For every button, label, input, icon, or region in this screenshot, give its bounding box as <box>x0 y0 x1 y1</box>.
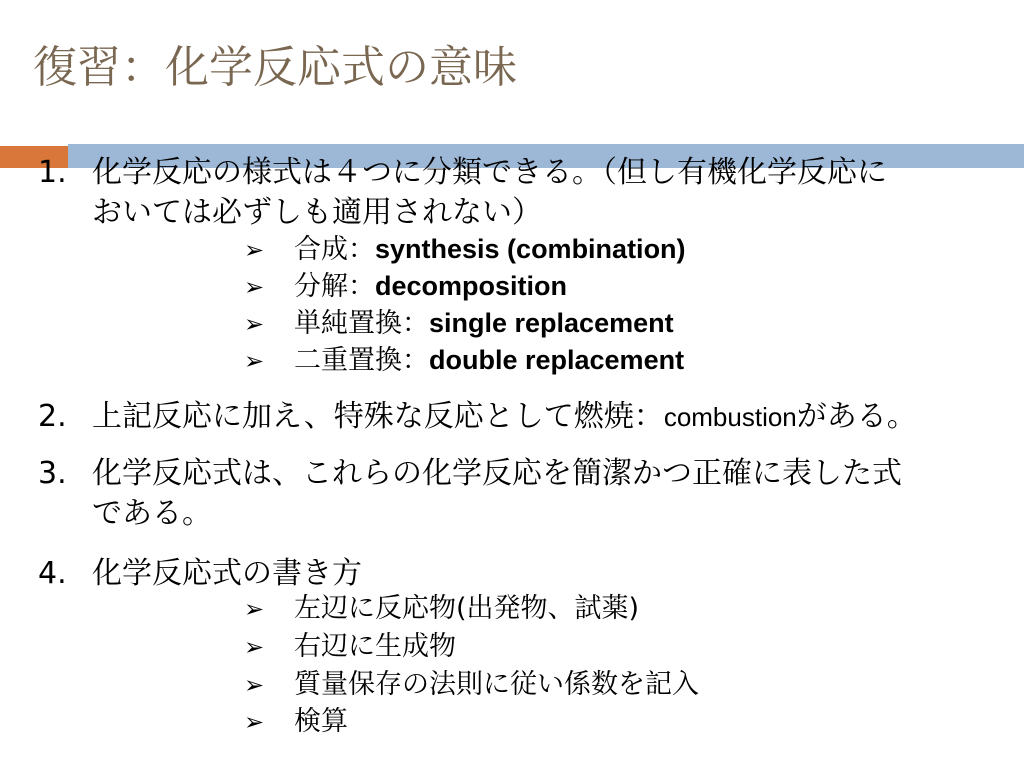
sub-item <box>244 667 699 703</box>
arrow-bullet-icon: ➢ <box>244 310 265 338</box>
sub-item-en: single replacement <box>429 308 674 338</box>
arrow-bullet-icon: ➢ <box>244 347 265 375</box>
item-text-post: がある。 <box>796 399 917 434</box>
arrow-bullet-icon: ➢ <box>244 273 265 301</box>
item-text-line: 化学反応式は、これらの化学反応を簡潔かつ正確に表した式 <box>92 456 902 491</box>
arrow-bullet-icon: ➢ <box>244 633 265 661</box>
sub-item-text: 右辺に生成物 <box>294 631 456 662</box>
item-number: 4. <box>38 556 67 591</box>
sub-item-en: decomposition <box>375 271 568 301</box>
sub-item <box>244 704 348 740</box>
arrow-bullet-icon: ➢ <box>244 236 265 264</box>
sub-item-jp: 二重置換： <box>294 345 429 376</box>
sub-item <box>244 305 674 342</box>
item-text-line: 化学反応の様式は４つに分類できる。（但し有機化学反応に <box>92 155 887 190</box>
sub-item-text: 検算 <box>294 706 348 737</box>
sub-item-text: 左辺に反応物(出発物、試薬) <box>294 593 640 624</box>
sub-item-en: synthesis (combination) <box>375 234 686 264</box>
item-text-line <box>92 397 917 437</box>
slide-title: 復習：化学反応式の意味 <box>33 42 517 93</box>
item-text-en: combustion <box>663 402 797 432</box>
arrow-bullet-icon: ➢ <box>244 708 265 736</box>
sub-item <box>244 268 567 305</box>
sub-item-text: 質量保存の法則に従い係数を記入 <box>294 669 699 700</box>
item-text-line: である。 <box>92 496 212 531</box>
sub-item <box>244 342 684 379</box>
sub-item <box>244 629 456 665</box>
item-text-pre: 上記反応に加え、特殊な反応として燃焼： <box>92 399 664 434</box>
sub-item-jp: 単純置換： <box>294 308 429 339</box>
item-number: 1. <box>38 155 67 190</box>
sub-item <box>244 591 639 627</box>
item-number: 3. <box>38 456 67 491</box>
sub-item <box>244 231 686 268</box>
sub-item-jp: 合成： <box>294 234 375 265</box>
item-text-line: 化学反応式の書き方 <box>92 556 362 591</box>
item-text-line: おいては必ずしも適用されない） <box>92 195 542 230</box>
sub-item-en: double replacement <box>429 345 685 375</box>
arrow-bullet-icon: ➢ <box>244 671 265 699</box>
item-number: 2. <box>38 399 67 434</box>
arrow-bullet-icon: ➢ <box>244 595 265 623</box>
sub-item-jp: 分解： <box>294 271 375 302</box>
